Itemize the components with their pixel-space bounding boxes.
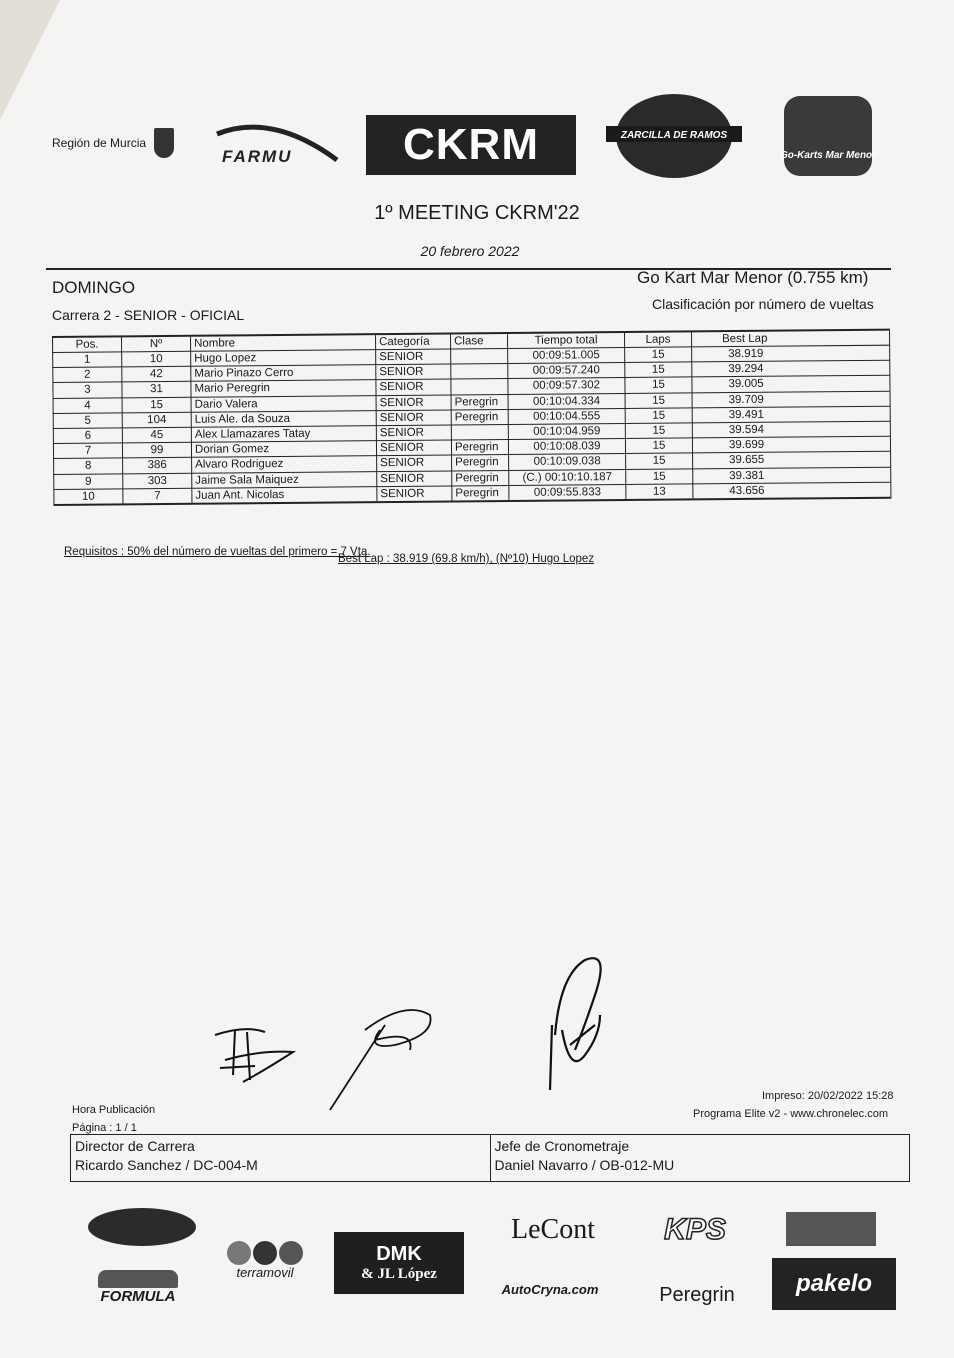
cell-class [451, 424, 508, 440]
header-laps: Laps [624, 331, 691, 347]
cell-num: 45 [122, 427, 191, 443]
gokarts-text: Go-Karts Mar Menor [780, 150, 876, 161]
sponsor-autocryna-logo [494, 1272, 606, 1306]
cell-pos: 7 [53, 443, 122, 459]
sponsor-pakelo-logo [772, 1258, 896, 1310]
autocryna-text: AutoCryna.com [501, 1281, 599, 1297]
cell-best-lap: 39.381 [693, 467, 891, 484]
sponsor-peregrin-logo [652, 1280, 742, 1310]
pakelo-text: pakelo [795, 1270, 873, 1297]
cell-pos: 9 [54, 473, 123, 489]
cell-laps: 15 [625, 347, 692, 363]
cell-class: Peregrin [451, 440, 508, 456]
cell-class [451, 364, 508, 380]
cell-total-time: 00:10:04.959 [508, 423, 625, 439]
kps-text: KPS [664, 1213, 726, 1246]
cell-name: Hugo Lopez [191, 350, 376, 367]
sponsor-dmk-logo [334, 1232, 464, 1294]
header-category: Categoría [375, 334, 450, 350]
dmk-text: DMK [376, 1243, 422, 1265]
race-director-title: Director de Carrera [75, 1138, 195, 1154]
page-title: 1º MEETING CKRM'22 [374, 202, 580, 224]
signature-1 [205, 1020, 300, 1090]
race-label: Carrera 2 - SENIOR - OFICIAL [52, 307, 245, 323]
cell-category: SENIOR [376, 379, 451, 395]
cell-total-time: 00:09:51.005 [508, 348, 625, 364]
ckrm-logo [366, 115, 576, 175]
signature-2 [325, 1000, 440, 1115]
cell-num: 99 [122, 442, 191, 458]
cell-num: 10 [122, 351, 191, 367]
cell-name: Dario Valera [191, 395, 376, 412]
header-best-lap: Best Lap [691, 330, 889, 347]
race-director-name: Ricardo Sanchez / DC-004-M [75, 1157, 258, 1173]
page-corner-shadow [0, 0, 60, 120]
cell-num: 42 [122, 366, 191, 382]
cell-total-time: (C.) 00:10:10.187 [509, 469, 626, 485]
cell-class: Peregrin [451, 394, 508, 410]
cell-class: Peregrin [452, 455, 509, 471]
cell-category: SENIOR [376, 440, 451, 456]
cell-best-lap: 38.919 [692, 345, 890, 362]
cell-pos: 8 [54, 458, 123, 474]
sponsor-lecont-logo [486, 1212, 620, 1248]
cell-laps: 15 [625, 377, 692, 393]
timing-chief-cell [490, 1135, 910, 1181]
best-lap-note: Best Lap : 38.919 (69.8 km/h), (Nº10) Hugo Lopez [338, 553, 595, 565]
region-murcia-logo [52, 128, 174, 158]
farmu-logo [212, 112, 352, 172]
cell-pos: 10 [54, 489, 123, 505]
cell-name: Jaime Sala Maiquez [192, 471, 377, 488]
timing-chief-name: Daniel Navarro / OB-012-MU [494, 1157, 675, 1173]
cell-name: Mario Pinazo Cerro [191, 365, 376, 382]
jl-lopez-text: & JL López [361, 1266, 437, 1282]
formula-car-icon [98, 1270, 178, 1288]
day-label: DOMINGO [52, 278, 136, 297]
sponsor-merel-logo [88, 1208, 196, 1246]
cell-num: 15 [122, 397, 191, 413]
cell-best-lap: 43.656 [693, 482, 891, 499]
cell-total-time: 00:10:09.038 [509, 454, 626, 470]
cell-name: Alex Llamazares Tatay [191, 426, 376, 443]
cell-pos: 4 [53, 397, 122, 413]
cell-class: Peregrin [451, 409, 508, 425]
cell-pos: 6 [53, 428, 122, 444]
cell-num: 104 [122, 412, 191, 428]
cell-class [451, 349, 508, 365]
cell-total-time: 00:10:08.039 [508, 439, 625, 455]
header-total-time: Tiempo total [507, 332, 624, 349]
cell-best-lap: 39.709 [692, 391, 890, 408]
cell-laps: 15 [625, 408, 692, 424]
printed-timestamp: Impreso: 20/02/2022 15:28 [762, 1090, 894, 1102]
cell-num: 31 [122, 382, 191, 398]
cell-laps: 13 [626, 484, 693, 500]
terramovil-text: terramovil [236, 1264, 294, 1280]
cell-best-lap: 39.699 [692, 436, 890, 453]
cell-total-time: 00:10:04.334 [508, 393, 625, 409]
cell-category: SENIOR [376, 364, 451, 380]
zarcilla-text: ZARCILLA DE RAMOS [620, 130, 728, 141]
classification-label: Clasificación por número de vueltas [652, 296, 874, 312]
cell-num: 386 [123, 458, 192, 474]
peregrin-text: Peregrin [659, 1283, 735, 1306]
cell-best-lap: 39.005 [692, 376, 890, 393]
publication-time-label: Hora Publicación [72, 1104, 156, 1116]
cell-laps: 15 [626, 468, 693, 484]
header-num: Nº [122, 336, 191, 352]
page-number: Página : 1 / 1 [72, 1122, 137, 1134]
cell-category: SENIOR [377, 471, 452, 487]
cell-best-lap: 39.655 [693, 451, 891, 468]
cell-laps: 15 [625, 362, 692, 378]
zarcilla-logo [606, 92, 742, 180]
cell-laps: 15 [625, 392, 692, 408]
cell-pos: 1 [53, 352, 122, 368]
sponsor-kps-logo [652, 1208, 738, 1252]
lecont-text: LeCont [511, 1214, 595, 1245]
cell-name: Alvaro Rodriguez [192, 456, 377, 473]
cell-laps: 15 [625, 423, 692, 439]
ckrm-text: CKRM [403, 120, 539, 169]
cell-total-time: 00:09:57.302 [508, 378, 625, 394]
cell-name: Dorian Gomez [191, 441, 376, 458]
cell-best-lap: 39.491 [692, 406, 890, 423]
sponsor-formula-logo [92, 1262, 184, 1312]
formula-text: FORMULA [100, 1287, 176, 1305]
cell-num: 7 [123, 488, 192, 504]
cell-category: SENIOR [376, 395, 451, 411]
cell-total-time: 00:09:55.833 [509, 484, 626, 501]
cell-total-time: 00:10:04.555 [508, 408, 625, 424]
farmu-text: FARMU [222, 147, 293, 166]
coat-of-arms-icon [154, 128, 174, 158]
cell-pos: 2 [53, 367, 122, 383]
header-name: Nombre [191, 334, 376, 351]
cell-laps: 15 [625, 438, 692, 454]
cell-best-lap: 39.594 [692, 421, 890, 438]
cell-category: SENIOR [377, 486, 452, 502]
cell-name: Luis Ale. da Souza [191, 410, 376, 427]
requirements-note: Requisitos : 50% del número de vueltas del primero = 7 Vta. [64, 546, 371, 558]
header-pos: Pos. [53, 336, 122, 352]
cell-name: Juan Ant. Nicolas [192, 486, 377, 503]
track-label: Go Kart Mar Menor (0.755 km) [637, 268, 869, 287]
cell-best-lap: 39.294 [692, 360, 890, 377]
cell-class: Peregrin [452, 470, 509, 486]
cell-num: 303 [123, 473, 192, 489]
cell-category: SENIOR [377, 455, 452, 471]
cell-name: Mario Peregrin [191, 380, 376, 397]
event-date: 20 febrero 2022 [420, 243, 520, 259]
program-credit: Programa Elite v2 - www.chronelec.com [693, 1108, 889, 1120]
results-table [52, 329, 891, 506]
terramovil-circles-icon [227, 1241, 303, 1265]
header-class: Clase [450, 333, 507, 349]
region-logo-text: Región de Murcia [52, 136, 147, 150]
cell-total-time: 00:09:57.240 [508, 363, 625, 379]
cell-laps: 15 [626, 453, 693, 469]
gokarts-mar-menor-logo [780, 92, 876, 180]
cell-class: Peregrin [452, 485, 509, 501]
cell-pos: 3 [53, 382, 122, 398]
cell-pos: 5 [53, 413, 122, 429]
cell-class [451, 379, 508, 395]
officials-box [70, 1134, 910, 1182]
sponsor-tyre-logo [786, 1212, 876, 1246]
cell-category: SENIOR [376, 410, 451, 426]
race-director-cell [71, 1135, 490, 1181]
timing-chief-title: Jefe de Cronometraje [494, 1138, 630, 1154]
sponsor-terramovil-logo [222, 1230, 308, 1290]
cell-category: SENIOR [376, 349, 451, 365]
signature-3 [540, 955, 615, 1095]
cell-category: SENIOR [376, 425, 451, 441]
